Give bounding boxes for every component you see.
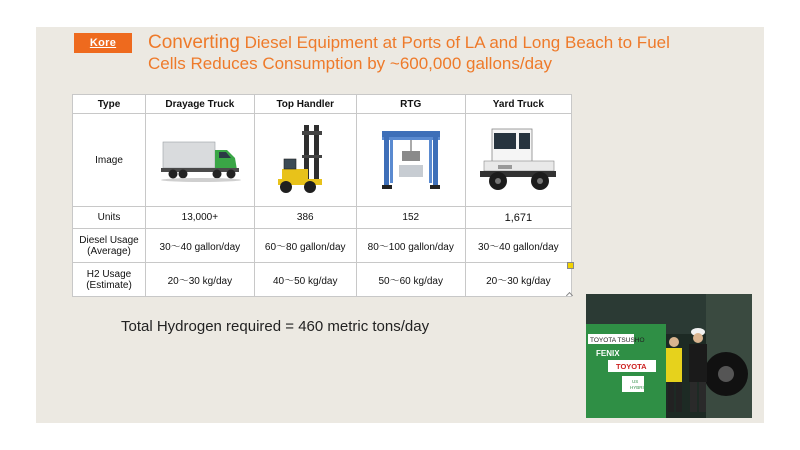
header-top-handler: Top Handler (254, 95, 356, 114)
h2-rtg: 50～60 kg/day (356, 263, 465, 297)
equipment-table (72, 94, 572, 297)
resize-handle[interactable] (567, 262, 574, 269)
rtg-image-cell (356, 114, 465, 207)
header-type: Type (73, 95, 146, 114)
header-row (73, 95, 572, 114)
h2-usage-row (73, 263, 572, 297)
image-label: Image (73, 114, 146, 207)
sign-us: US (632, 379, 639, 384)
units-label: Units (73, 207, 146, 229)
diesel-usage-label (73, 229, 146, 263)
diesel-top-handler: 60～80 gallon/day (254, 229, 356, 263)
title-line1: Diesel Equipment at Ports of LA and Long Beach to Fuel (239, 33, 670, 52)
sign-toyota: TOYOTA (616, 362, 647, 371)
sign-fenix: FENIX (596, 349, 620, 358)
rtg-crane-image (376, 125, 446, 193)
kore-logo (74, 33, 132, 53)
diesel-rtg: 80～100 gallon/day (356, 229, 465, 263)
yard-truck-image (476, 123, 560, 195)
h2-drayage: 20～30 kg/day (146, 263, 255, 297)
header-yard-truck: Yard Truck (465, 95, 571, 114)
h2-yard-truck: 20～30 kg/day (465, 263, 571, 297)
h2-top-handler: 40～50 kg/day (254, 263, 356, 297)
diesel-label-line1: Diesel Usage (79, 234, 139, 246)
drayage-truck-image-cell (146, 114, 255, 207)
diesel-usage-row (73, 229, 572, 263)
diesel-label-line2: (Average) (87, 245, 131, 257)
header-rtg: RTG (356, 95, 465, 114)
h2-usage-label (73, 263, 146, 297)
units-row (73, 207, 572, 229)
sign-toyota-tsusho: TOYOTA TSUSHO (590, 337, 645, 344)
header-drayage-truck: Drayage Truck (146, 95, 255, 114)
top-handler-image-cell (254, 114, 356, 207)
diesel-yard-truck: 30～40 gallon/day (465, 229, 571, 263)
units-rtg: 152 (356, 207, 465, 229)
logo-text: Kore (89, 37, 117, 49)
sign-hybrid: HYBRID (630, 385, 648, 390)
slide-title (148, 32, 748, 74)
drayage-truck-image (157, 134, 243, 184)
h2-label-line1: H2 Usage (86, 268, 132, 280)
diesel-drayage: 30～40 gallon/day (146, 229, 255, 263)
yard-truck-image-cell (465, 114, 571, 207)
total-hydrogen-text: Total Hydrogen required = 460 metric tons/day (121, 318, 430, 335)
units-yard-truck: 1,671 (465, 207, 571, 229)
top-handler-image (270, 121, 340, 197)
title-line2: Cells Reduces Consumption by ~600,000 gallons/day (148, 54, 552, 73)
h2-label-line2: (Estimate) (86, 279, 132, 291)
title-lead: Converting (148, 32, 240, 53)
units-drayage: 13,000+ (146, 207, 255, 229)
image-row (73, 114, 572, 207)
fuel-cell-truck-photo (586, 294, 752, 418)
units-top-handler: 386 (254, 207, 356, 229)
